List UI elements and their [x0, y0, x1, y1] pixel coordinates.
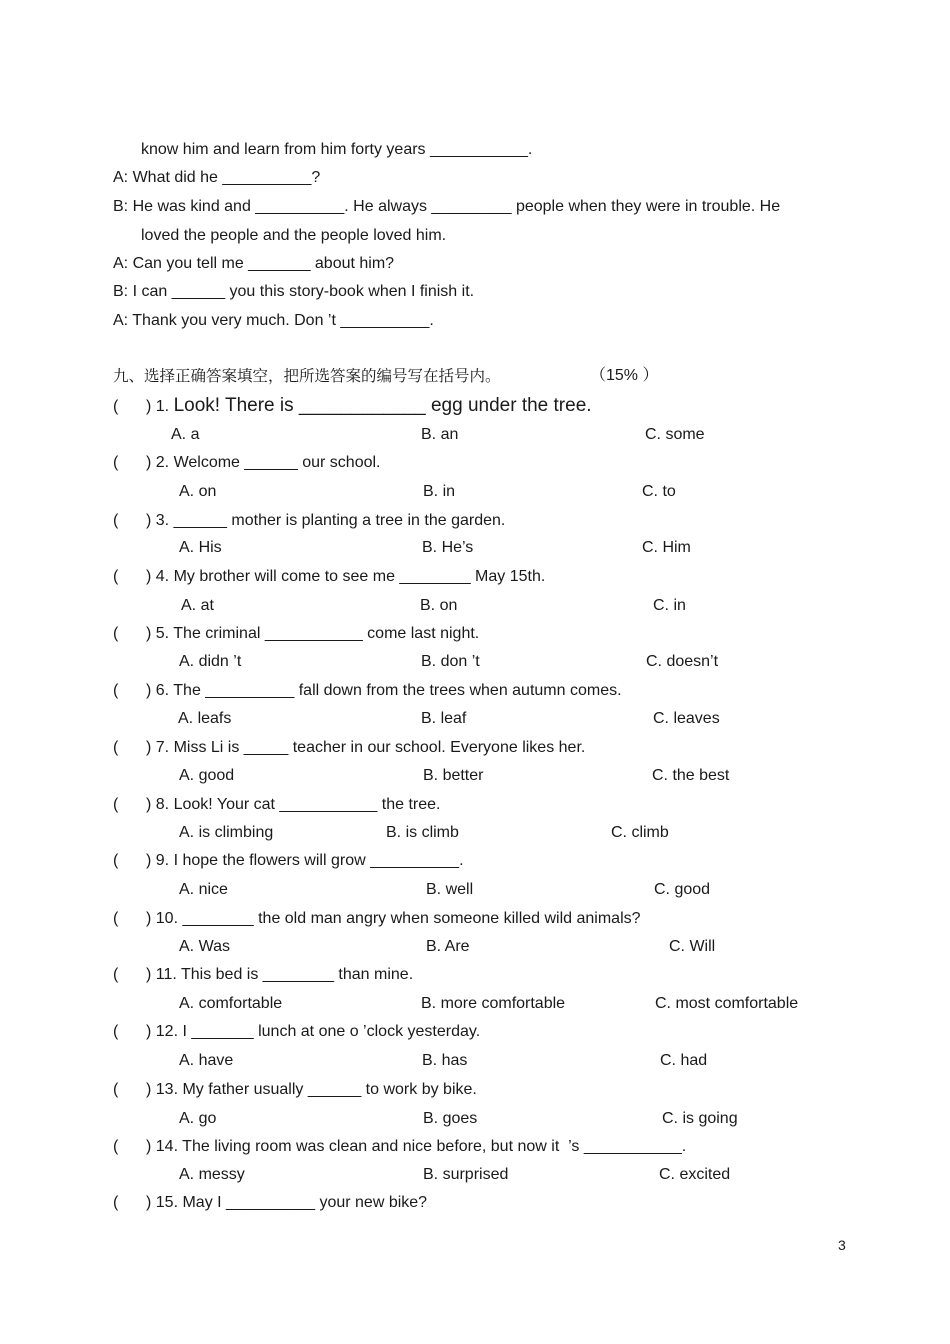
option-b: B. don ’t	[421, 653, 480, 670]
question-stem: ) 13. My father usually ______ to work by bike.	[146, 1081, 477, 1098]
answer-paren: (	[113, 1138, 119, 1155]
section-title: 九、选择正确答案填空，把所选答案的编号写在括号内。	[113, 367, 501, 385]
option-b: B. Are	[426, 938, 470, 955]
option-b: B. He’s	[422, 539, 474, 556]
option-b: B. more comfortable	[421, 995, 566, 1012]
option-b: B. on	[420, 597, 458, 614]
question-stem: ) 4. My brother will come to see me ________ May 15th.	[146, 568, 546, 585]
option-b: B. goes	[423, 1110, 478, 1127]
option-b: B. an	[421, 426, 459, 443]
answer-paren: (	[113, 910, 119, 927]
option-c: C. the best	[652, 767, 730, 784]
option-a: A. nice	[179, 881, 228, 898]
option-c: C. is going	[662, 1110, 738, 1127]
option-c: C. Him	[642, 539, 691, 556]
option-c: C. Will	[669, 938, 716, 955]
question-stem: ) 12. I _______ lunch at one o ’clock yesterday.	[146, 1023, 481, 1040]
option-a: A. on	[179, 483, 217, 500]
option-a: A. comfortable	[179, 995, 283, 1012]
option-b: B. in	[423, 483, 456, 500]
option-a: A. didn ’t	[179, 653, 242, 670]
option-a: A. leafs	[178, 710, 232, 727]
option-a: A. messy	[179, 1166, 245, 1183]
option-a: A. at	[181, 597, 214, 614]
option-b: B. leaf	[421, 710, 467, 727]
option-a: A. a	[171, 426, 200, 443]
answer-paren: (	[113, 796, 119, 813]
option-b: B. is climb	[386, 824, 459, 841]
option-b: B. well	[426, 881, 474, 898]
answer-paren: (	[113, 398, 119, 415]
option-c: C. excited	[659, 1166, 731, 1183]
answer-paren: (	[113, 1081, 119, 1098]
answer-paren: (	[113, 852, 119, 869]
option-b: B. has	[422, 1052, 468, 1069]
option-c: C. to	[642, 483, 676, 500]
option-b: B. better	[423, 767, 484, 784]
dialogue-line: B: I can ______ you this story-book when I finish it.	[113, 283, 475, 300]
option-c: C. doesn’t	[646, 653, 719, 670]
option-c: C. in	[653, 597, 686, 614]
option-a: A. go	[179, 1110, 217, 1127]
answer-paren: (	[113, 568, 119, 585]
option-c: C. had	[660, 1052, 708, 1069]
option-a: A. Was	[179, 938, 230, 955]
dialogue-line: A: Can you tell me _______ about him?	[113, 255, 395, 272]
answer-paren: (	[113, 512, 119, 529]
option-c: C. climb	[611, 824, 669, 841]
option-b: B. surprised	[423, 1166, 509, 1183]
answer-paren: (	[113, 1194, 119, 1211]
question-stem: ) 9. I hope the flowers will grow __________.	[146, 852, 464, 869]
answer-paren: (	[113, 454, 119, 471]
option-a: A. good	[179, 767, 235, 784]
dialogue-line: B: He was kind and __________. He always _________ people when they were in trouble. He	[113, 198, 781, 215]
question-stem: ) 5. The criminal ___________ come last night.	[146, 625, 480, 642]
dialogue-line: A: Thank you very much. Don ’t __________.	[113, 312, 434, 329]
answer-paren: (	[113, 1023, 119, 1040]
question-number: ) 1.	[146, 398, 174, 415]
question-text: Look! There is ____________ egg under the tree.	[173, 395, 592, 416]
question-stem: ) 7. Miss Li is _____ teacher in our school. Everyone likes her.	[146, 739, 586, 756]
dialogue-line: loved the people and the people loved him.	[141, 227, 447, 244]
question-stem	[146, 396, 592, 416]
option-c: C. some	[645, 426, 705, 443]
dialogue-line: A: What did he __________?	[113, 169, 321, 186]
option-a: A. have	[179, 1052, 234, 1069]
option-c: C. good	[654, 881, 711, 898]
question-stem: ) 15. May I __________ your new bike?	[146, 1194, 428, 1211]
question-stem: ) 2. Welcome ______ our school.	[146, 454, 381, 471]
section-score: （15% ）	[590, 367, 659, 384]
answer-paren: (	[113, 966, 119, 983]
question-stem: ) 10. ________ the old man angry when someone killed wild animals?	[146, 910, 641, 927]
option-c: C. leaves	[653, 710, 720, 727]
question-stem: ) 8. Look! Your cat ___________ the tree.	[146, 796, 441, 813]
dialogue-line: know him and learn from him forty years ___________.	[141, 141, 533, 158]
option-a: A. His	[179, 539, 222, 556]
question-stem: ) 3. ______ mother is planting a tree in the garden.	[146, 512, 506, 529]
answer-paren: (	[113, 739, 119, 756]
option-a: A. is climbing	[179, 824, 274, 841]
page-number: 3	[838, 1237, 846, 1253]
answer-paren: (	[113, 682, 119, 699]
question-stem: ) 11. This bed is ________ than mine.	[146, 966, 414, 983]
option-c: C. most comfortable	[655, 995, 799, 1012]
question-stem: ) 14. The living room was clean and nice before, but now it ’s ___________.	[146, 1138, 687, 1155]
question-stem: ) 6. The __________ fall down from the trees when autumn comes.	[146, 682, 622, 699]
answer-paren: (	[113, 625, 119, 642]
